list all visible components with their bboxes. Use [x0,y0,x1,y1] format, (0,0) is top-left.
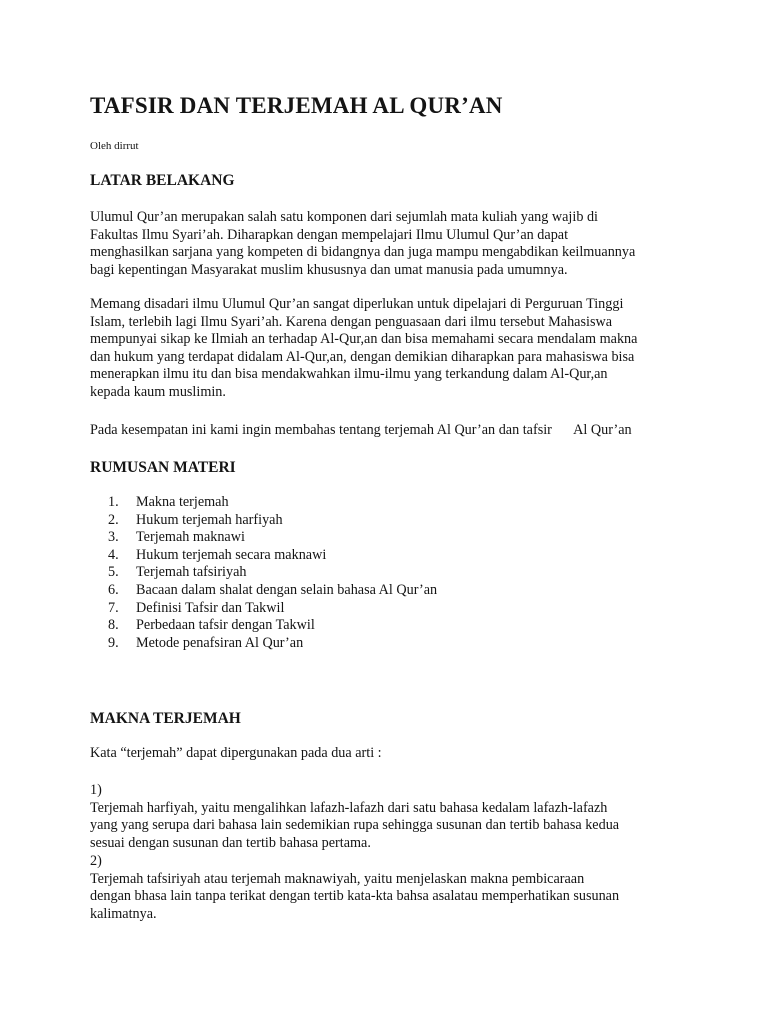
paragraph-makna-intro [90,745,680,763]
point-marker: 1) [90,782,102,798]
list-number: 7. [108,599,119,616]
text-line: dengan bhasa lain tanpa terikat dengan tertib kata-kta bahsa asalatau memperhatikan susunan [90,888,620,905]
list-number: 5. [108,564,119,581]
list-text: Definisi Tafsir dan Takwil [136,599,285,616]
list-text: Perbedaan tafsir dengan Takwil [136,617,315,634]
list-item [108,635,437,653]
list-number: 1. [108,494,119,510]
list-item [108,512,437,530]
rumusan-list [108,494,437,652]
text-line: yang yang serupa dari bahasa lain sedemikian rupa sehingga susunan dan tertib bahasa kedua [90,817,620,834]
text-line [90,853,680,888]
text-line: Pada kesempatan ini kami ingin membahas tentang terjemah Al Qur’an dan tafsir Al Qur’an [90,422,632,438]
list-item [108,564,437,582]
list-number: 6. [108,581,119,598]
text-line: bagi kepentingan Masyarakat muslim khususnya dan umat manusia pada umumnya. [90,261,568,278]
text-line [90,782,680,817]
list-item [108,600,437,618]
paragraph-latar-1 [90,209,680,279]
text-line: Ulumul Qur’an merupakan salah satu komponen dari sejumlah mata kuliah yang wajib di [90,209,598,225]
list-number: 3. [108,529,119,546]
text-line: Kata “terjemah” dapat dipergunakan pada dua arti : [90,745,382,761]
list-text: Hukum terjemah harfiyah [136,511,283,528]
point-text: Terjemah harfiyah, yaitu mengalihkan lafazh-lafazh dari satu bahasa kedalam lafazh-lafazh [90,799,608,816]
list-text: Metode penafsiran Al Qur’an [136,634,304,651]
text-line: sesuai dengan susunan dan tertib bahasa pertama. [90,834,371,851]
list-text: Makna terjemah [136,494,229,510]
list-text: Hukum terjemah secara maknawi [136,546,327,563]
list-number: 8. [108,617,119,634]
paragraph-latar-3 [90,422,680,440]
heading-makna-terjemah: MAKNA TERJEMAH [90,710,241,727]
list-item [108,617,437,635]
point-marker: 2) [90,853,102,869]
list-item [108,547,437,565]
list-text: Terjemah tafsiriyah [136,564,247,581]
list-item [108,582,437,600]
document-title: TAFSIR DAN TERJEMAH AL QUR’AN [90,93,503,118]
text-line: kepada kaum muslimin. [90,383,226,400]
text-line: Fakultas Ilmu Syari’ah. Diharapkan dengan mempelajari Ilmu Ulumul Qur’an dapat [90,226,569,243]
author-line: Oleh dirrut [90,140,139,152]
paragraph-latar-2 [90,296,680,402]
list-item [108,494,437,512]
point-terjemah-harfiyah [90,782,680,852]
heading-latar-belakang: LATAR BELAKANG [90,172,235,189]
list-text: Terjemah maknawi [136,529,245,546]
text-line: mempunyai sikap ke Ilmiah an terhadap Al-Qur,an dan bisa memahami secara mendalam makna [90,331,638,348]
text-line: Islam, terlebih lagi Ilmu Syari’ah. Karena dengan penguasaan dari ilmu tersebut Mahasiswa [90,313,613,330]
list-item [108,529,437,547]
list-number: 4. [108,546,119,563]
list-number: 9. [108,634,119,651]
text-line: menghasilkan sarjana yang kompeten di bidangnya dan juga mampu mengabdikan keilmuannya [90,244,636,261]
list-text: Bacaan dalam shalat dengan selain bahasa Al Qur’an [136,581,438,598]
text-line: dan hukum yang terdapat didalam Al-Qur,an, dengan demikian diharapkan para mahasiswa bisa [90,348,635,365]
text-line: kalimatnya. [90,905,157,922]
point-terjemah-tafsiriyah [90,853,680,923]
point-text: Terjemah tafsiriyah atau terjemah maknawiyah, yaitu menjelaskan makna pembicaraan [90,870,585,887]
text-line: Memang disadari ilmu Ulumul Qur’an sangat diperlukan untuk dipelajari di Perguruan Tinggi [90,296,624,312]
text-line: menerapkan ilmu itu dan bisa mendakwahkan ilmu-ilmu yang terkandung dalam Al-Qur,an [90,366,608,383]
heading-rumusan-materi: RUMUSAN MATERI [90,459,236,476]
list-number: 2. [108,511,119,528]
